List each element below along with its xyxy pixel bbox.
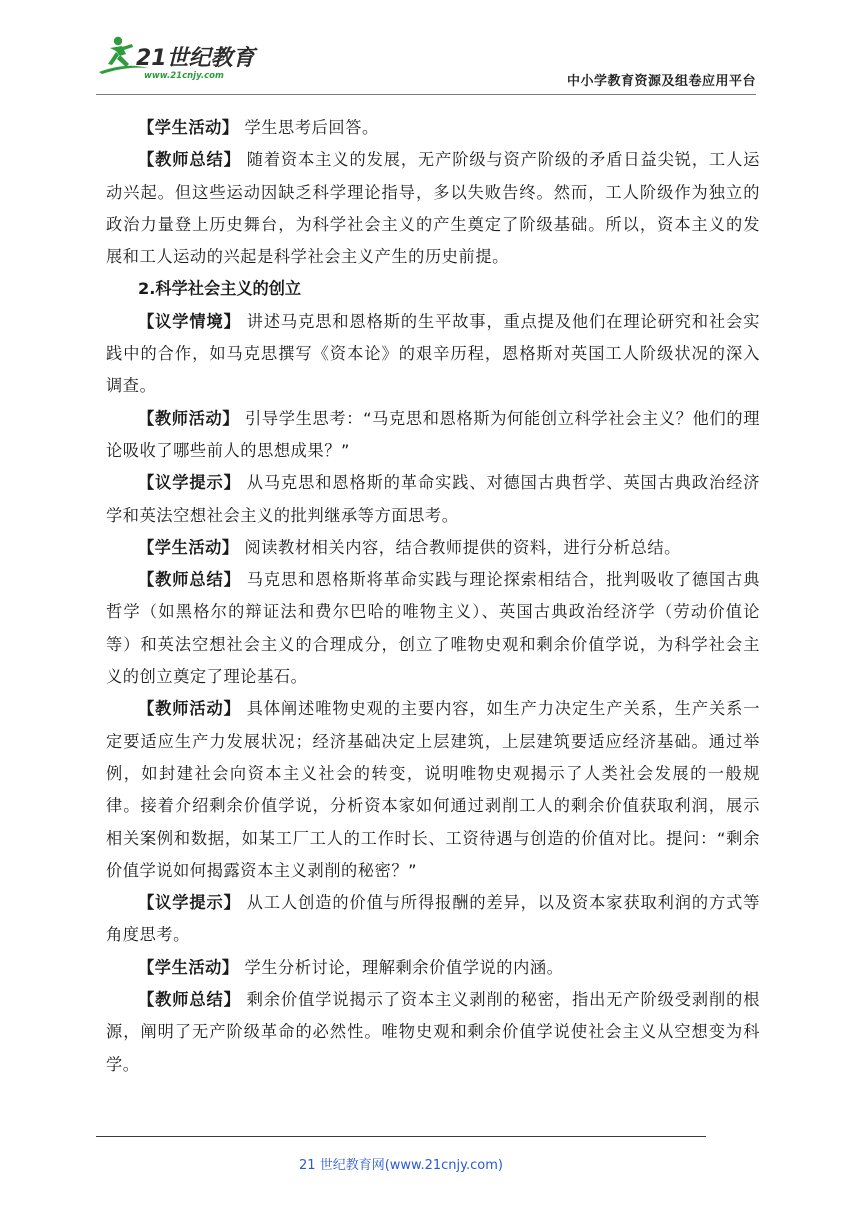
paragraph [106,693,760,887]
paragraph-tag: 【教师总结】 [138,990,241,1010]
paragraph-tag: 【教师活动】 [138,408,240,428]
paragraph [106,984,760,1081]
site-logo[interactable] [96,34,266,82]
paragraph-text: 剩余价值学说揭示了资本主义剥削的秘密，指出无产阶级受剥削的根源，阐明了无产阶级革命的必然性。唯物史观和剩余价值学说使社会主义从空想变为科学。 [106,990,760,1074]
paragraph-text: 讲述马克思和恩格斯的生平故事，重点提及他们在理论研究和社会实践中的合作，如马克思撰写《资本论》的艰辛历程，恩格斯对英国工人阶级状况的深入调查。 [106,311,760,396]
paragraph-tag: 【学生活动】 [138,118,239,137]
paragraph-tag: 【学生活动】 [138,537,239,557]
paragraph-tag: 【议学提示】 [138,473,241,493]
paragraph-tag: 【议学情境】 [138,311,241,331]
logo-url: www.21cnjy.com [144,71,224,81]
paragraph [106,112,760,144]
paragraph-tag: 【教师活动】 [138,699,241,719]
paragraph-text: 马克思和恩格斯将革命实践与理论探索相结合，批判吸收了德国古典哲学（如黑格尔的辩证法和费尔巴哈的唯物主义）、英国古典政治经济学（劳动价值论等）和英法空想社会主义的合理成分，创立了唯物史观和剩余价值学说，为科学社会主义的创立奠定了理论基石。 [106,570,760,687]
paragraph [106,532,760,564]
paragraph [106,467,760,532]
logo-text: 21世纪教育 [136,46,255,71]
paragraph-text: 随着资本主义的发展，无产阶级与资产阶级的矛盾日益尖锐，工人运动兴起。但这些运动因缺乏科学理论指导，多以失败告终。然而，工人阶级作为独立的政治力量登上历史舞台，为科学社会主义的产生奠定了阶级基础。所以，资本主义的发展和工人运动的兴起是科学社会主义产生的历史前提。 [106,150,760,267]
platform-name: 中小学教育资源及组卷应用平台 [566,74,756,89]
paragraph [106,887,760,952]
paragraph-text: 学生思考后回答。 [238,118,379,137]
paragraph-text: 学生分析讨论，理解剩余价值学说的内涵。 [238,957,564,977]
paragraph-text: 阅读教材相关内容，结合教师提供的资料，进行分析总结。 [238,537,681,557]
paragraph-tag: 【教师总结】 [138,570,241,590]
paragraph-tag: 【教师总结】 [138,150,241,170]
footer-link[interactable]: 21 世纪教育网(www.21cnjy.com) [299,1158,503,1173]
paragraph-tag: 【学生活动】 [138,957,239,977]
paragraph-text: 具体阐述唯物史观的主要内容，如生产力决定生产关系，生产关系一定要适应生产力发展状况；经济基础决定上层建筑，上层建筑要适应经济基础。通过举例，如封建社会向资本主义社会的转变，说明唯物史观揭示了人类社会发展的一般规律。接着介绍剩余价值学说，分析资本家如何通过剥削工人的剩余价值获取利润，展示相关案例和数据，如某工厂工人的工作时长、工资待遇与创造的价值对比。提问：“剩余价值学说如何揭露资本主义剥削的秘密？” [106,699,760,880]
paragraph [106,564,760,693]
paragraph [106,403,760,468]
document-body [106,112,760,1081]
paragraph-tag: 【议学提示】 [138,893,241,913]
header-divider [96,94,756,95]
paragraph-text: 从工人创造的价值与所得报酬的差异，以及资本家获取利润的方式等角度思考。 [106,893,760,945]
paragraph-text: 引导学生思考：“马克思和恩格斯为何能创立科学社会主义？他们的理论吸收了哪些前人的思想成果？” [106,408,760,460]
paragraph [106,144,760,273]
footer-divider [96,1136,706,1137]
paragraph [106,306,760,403]
page-header [96,34,756,94]
running-figure-logo-icon [96,34,266,82]
paragraph-text: 从马克思和恩格斯的革命实践、对德国古典哲学、英国古典政治经济学和英法空想社会主义的批判继承等方面思考。 [106,473,760,525]
section-title: 2.科学社会主义的创立 [138,279,302,299]
paragraph [106,952,760,984]
